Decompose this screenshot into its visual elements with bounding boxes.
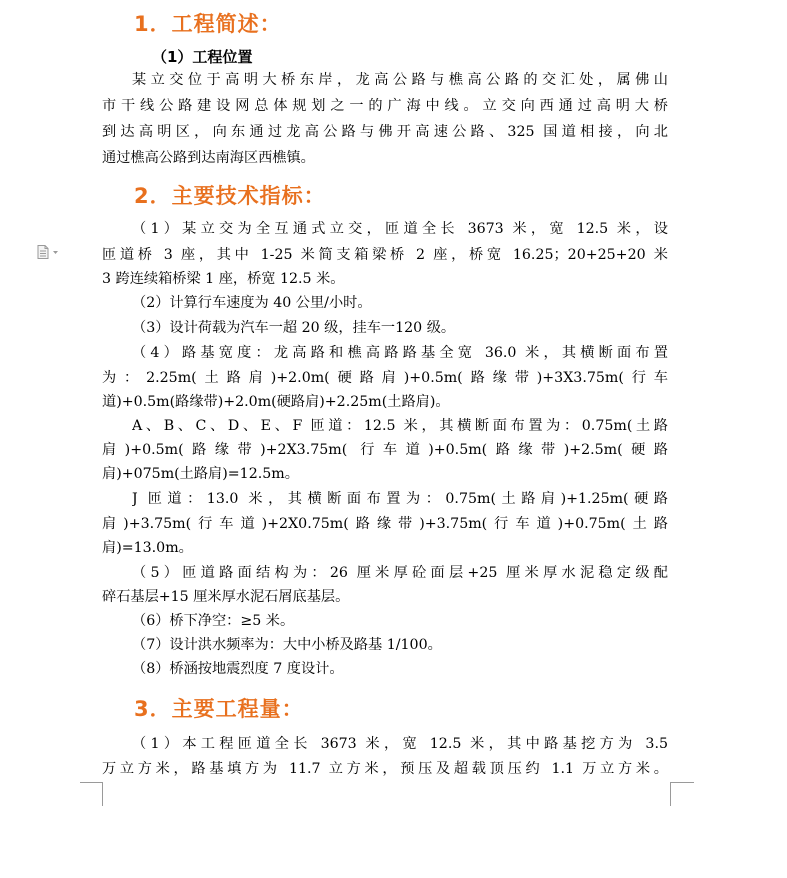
paragraph-line: 肩)+3.75m(行车道)+2X0.75m(路缘带)+3.75m(行车道)+0.75m(土路 bbox=[102, 516, 668, 532]
paragraph-line: 肩)+0.5m(路缘带)+2X3.75m( 行车道)+0.5m(路缘带)+2.5m(硬路 bbox=[102, 442, 668, 458]
paragraph-line: 肩)=13.0m。 bbox=[102, 540, 193, 556]
paragraph-line: A、B、C、D、E、F 匝道：12.5 米，其横断面布置为：0.75m(土路 bbox=[132, 418, 668, 434]
paragraph-line: 3 跨连续箱桥梁 1 座，桥宽 12.5 米。 bbox=[102, 271, 345, 287]
paragraph-line: 匝道桥 3 座，其中 1-25 米简支箱梁桥 2 座，桥宽 16.25；20+25+20 米 bbox=[102, 247, 668, 263]
paragraph-line: 到达高明区，向东通过龙高公路与佛开高速公路、325 国道相接，向北 bbox=[102, 124, 668, 140]
paragraph-line: 道)+0.5m(路缘带)+2.0m(硬路肩)+2.25m(土路肩)。 bbox=[102, 394, 450, 410]
paragraph-line: （7）设计洪水频率为：大中小桥及路基 1/100。 bbox=[132, 637, 442, 653]
paragraph-line: （3）设计荷载为汽车一超 20 级，挂车一120 级。 bbox=[132, 320, 456, 336]
paragraph-line: （4）路基宽度：龙高路和樵高路路基全宽 36.0 米，其横断面布置 bbox=[132, 345, 668, 361]
document-options-button[interactable] bbox=[37, 244, 63, 258]
paragraph-line: （2）计算行车速度为 40 公里/小时。 bbox=[132, 295, 372, 311]
paragraph-line: 市干线公路建设网总体规划之一的广海中线。立交向西通过高明大桥 bbox=[102, 98, 668, 114]
paragraph-line: （5）匝道路面结构为：26 厘米厚砼面层+25 厘米厚水泥稳定级配 bbox=[132, 565, 668, 581]
paragraph-line: （1）某立交为全互通式立交，匝道全长 3673 米，宽 12.5 米，设 bbox=[132, 221, 668, 237]
document-icon bbox=[37, 245, 63, 259]
paragraph-line: 为：2.25m(土路肩)+2.0m(硬路肩)+0.5m(路缘带)+3X3.75m(行车 bbox=[102, 370, 668, 386]
paragraph-line: 肩)+075m(土路肩)=12.5m。 bbox=[102, 466, 299, 482]
paragraph-line: 万立方米，路基填方为 11.7 立方米，预压及超载顶压约 1.1 万立方米。 bbox=[102, 761, 668, 777]
paragraph-line: 碎石基层+15 厘米厚水泥石屑底基层。 bbox=[102, 589, 350, 605]
heading-project-overview: 1．工程简述： bbox=[134, 12, 282, 36]
heading-technical-indicators: 2．主要技术指标： bbox=[134, 184, 326, 208]
subheading-project-location: （1）工程位置 bbox=[152, 48, 253, 66]
page-corner-mark-left bbox=[80, 782, 104, 806]
paragraph-line: 某立交位于高明大桥东岸，龙高公路与樵高公路的交汇处，属佛山 bbox=[132, 72, 668, 88]
dropdown-arrow-icon bbox=[53, 251, 58, 254]
page-corner-mark-right bbox=[670, 782, 694, 806]
paragraph-line: （8）桥涵按地震烈度 7 度设计。 bbox=[132, 661, 344, 677]
paragraph-line: （1）本工程匝道全长 3673 米，宽 12.5 米，其中路基挖方为 3.5 bbox=[132, 736, 668, 752]
paragraph-line: J 匝道：13.0 米，其横断面布置为：0.75m(土路肩)+1.25m(硬路 bbox=[132, 491, 668, 507]
paragraph-line: 通过樵高公路到达南海区西樵镇。 bbox=[102, 150, 315, 166]
paragraph-line: （6）桥下净空：≥5 米。 bbox=[132, 613, 295, 629]
heading-main-quantities: 3．主要工程量： bbox=[134, 697, 304, 721]
